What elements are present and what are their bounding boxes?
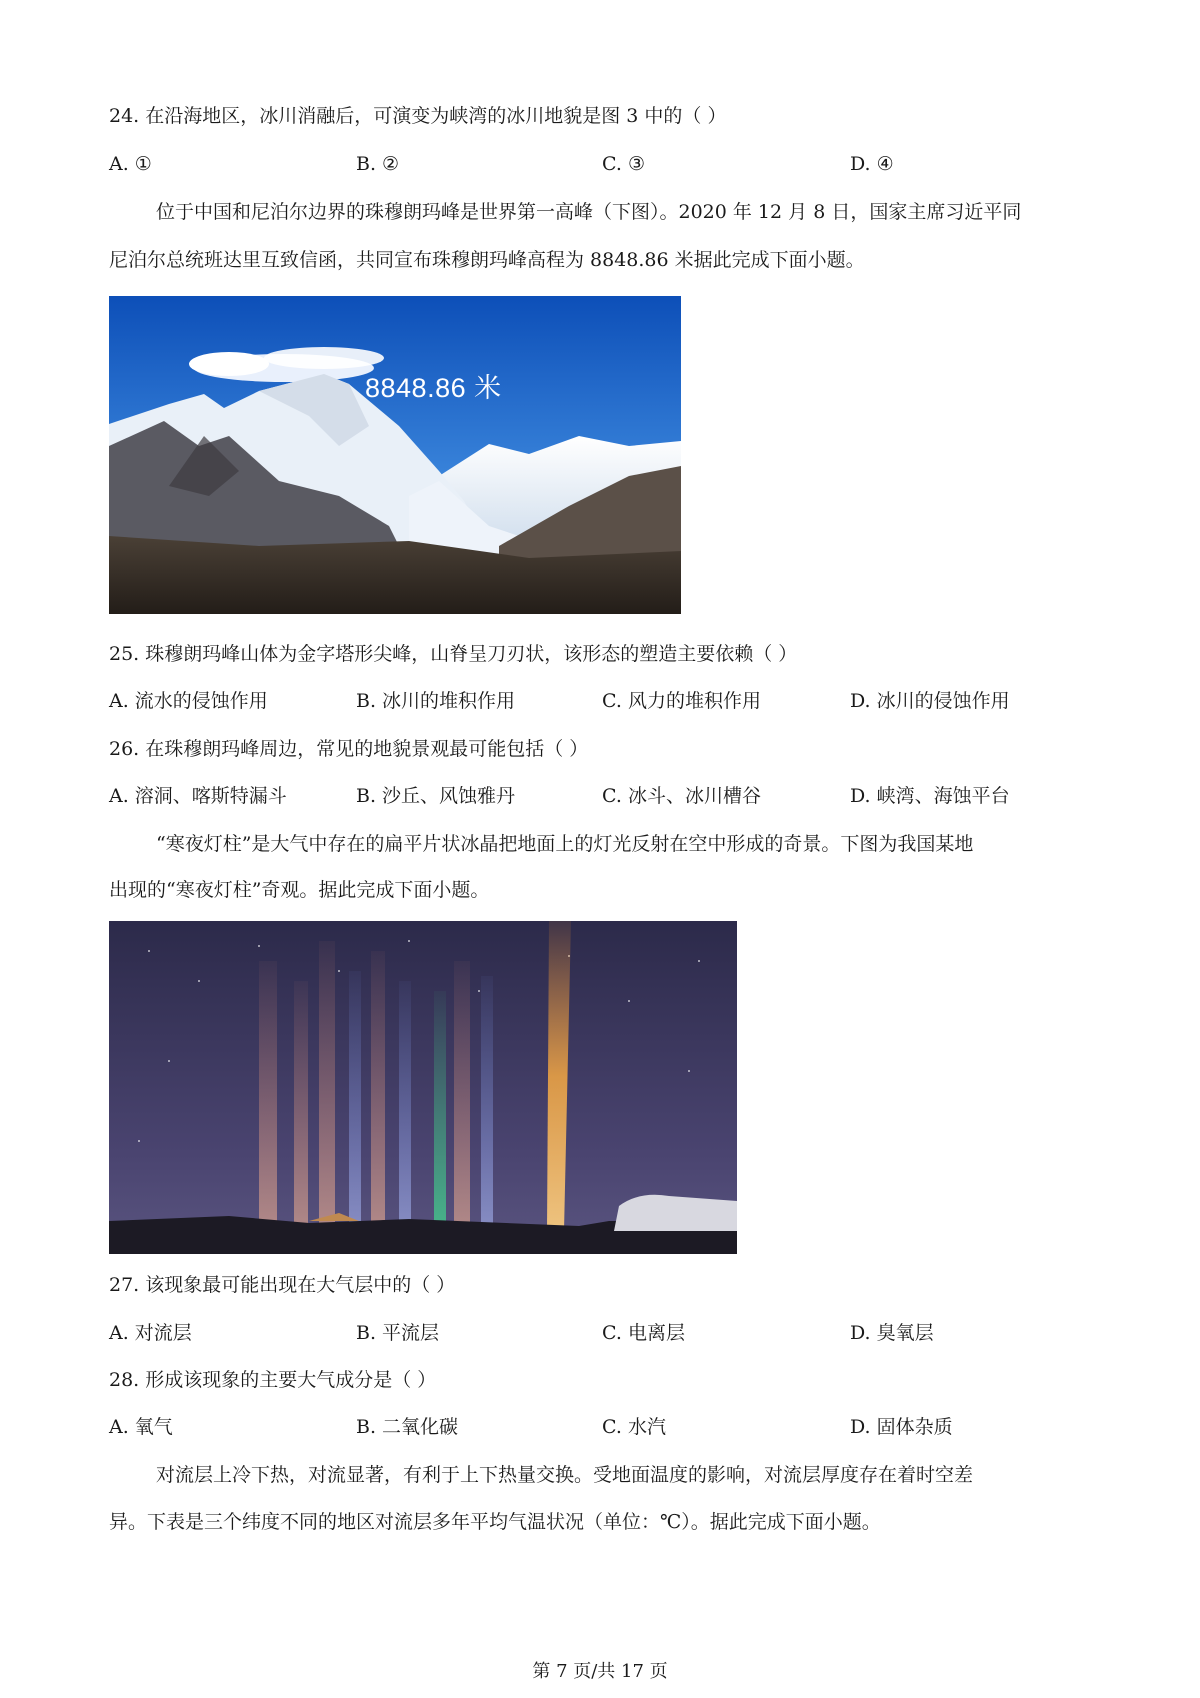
question-24-stem: 24. 在沿海地区，冰川消融后，可演变为峡湾的冰川地貌是图 3 中的（ ）	[109, 105, 727, 127]
troposphere-intro-line-1: 对流层上冷下热，对流显著，有利于上下热量交换。受地面温度的影响，对流层厚度存在着时空差	[156, 1464, 974, 1486]
q28-option-c: C. 水汽	[602, 1416, 666, 1438]
lights-intro-line-2: 出现的“寒夜灯柱”奇观。据此完成下面小题。	[109, 879, 490, 901]
lights-intro-line-1: “寒夜灯柱”是大气中存在的扁平片状冰晶把地面上的灯光反射在空中形成的奇景。下图为我国某地	[156, 833, 974, 855]
q24-option-a: A. ①	[109, 153, 152, 175]
q28-option-a: A. 氧气	[109, 1416, 173, 1438]
everest-intro-line-1: 位于中国和尼泊尔边界的珠穆朗玛峰是世界第一高峰（下图）。2020 年 12 月 8 日，国家主席习近平同	[156, 201, 1022, 223]
everest-intro-line-2: 尼泊尔总统班达里互致信函，共同宣布珠穆朗玛峰高程为 8848.86 米据此完成下面小题。	[109, 249, 865, 271]
light-pillars-photo	[109, 921, 737, 1254]
q26-option-b: B. 沙丘、风蚀雅丹	[356, 785, 516, 807]
question-28-stem: 28. 形成该现象的主要大气成分是（ ）	[109, 1369, 437, 1391]
q27-option-b: B. 平流层	[356, 1322, 440, 1344]
question-25-stem: 25. 珠穆朗玛峰山体为金字塔形尖峰，山脊呈刀刃状，该形态的塑造主要依赖（ ）	[109, 643, 798, 665]
troposphere-intro-line-2: 异。下表是三个纬度不同的地区对流层多年平均气温状况（单位：℃）。据此完成下面小题。	[109, 1511, 881, 1533]
q26-option-a: A. 溶洞、喀斯特漏斗	[109, 785, 287, 807]
question-27-stem: 27. 该现象最可能出现在大气层中的（ ）	[109, 1274, 456, 1296]
q24-option-d: D. ④	[850, 153, 894, 175]
q25-option-d: D. 冰川的侵蚀作用	[850, 690, 1010, 712]
q25-option-b: B. 冰川的堆积作用	[356, 690, 516, 712]
q27-option-d: D. 臭氧层	[850, 1322, 934, 1344]
everest-illustration	[109, 296, 681, 614]
q28-option-b: B. 二氧化碳	[356, 1416, 459, 1438]
page-number: 第 7 页/共 17 页	[532, 1661, 668, 1682]
q27-option-c: C. 电离层	[602, 1322, 685, 1344]
q25-option-a: A. 流水的侵蚀作用	[109, 690, 268, 712]
q25-option-c: C. 风力的堆积作用	[602, 690, 761, 712]
everest-photo	[109, 296, 681, 614]
q26-option-d: D. 峡湾、海蚀平台	[850, 785, 1010, 807]
q28-option-d: D. 固体杂质	[850, 1416, 953, 1438]
q27-option-a: A. 对流层	[109, 1322, 192, 1344]
everest-height-label: 8848.86 米	[365, 373, 502, 403]
q24-option-b: B. ②	[356, 153, 400, 175]
question-26-stem: 26. 在珠穆朗玛峰周边，常见的地貌景观最可能包括（ ）	[109, 738, 589, 760]
q26-option-c: C. 冰斗、冰川槽谷	[602, 785, 761, 807]
light-pillars-illustration	[109, 921, 737, 1254]
q24-option-c: C. ③	[602, 153, 645, 175]
